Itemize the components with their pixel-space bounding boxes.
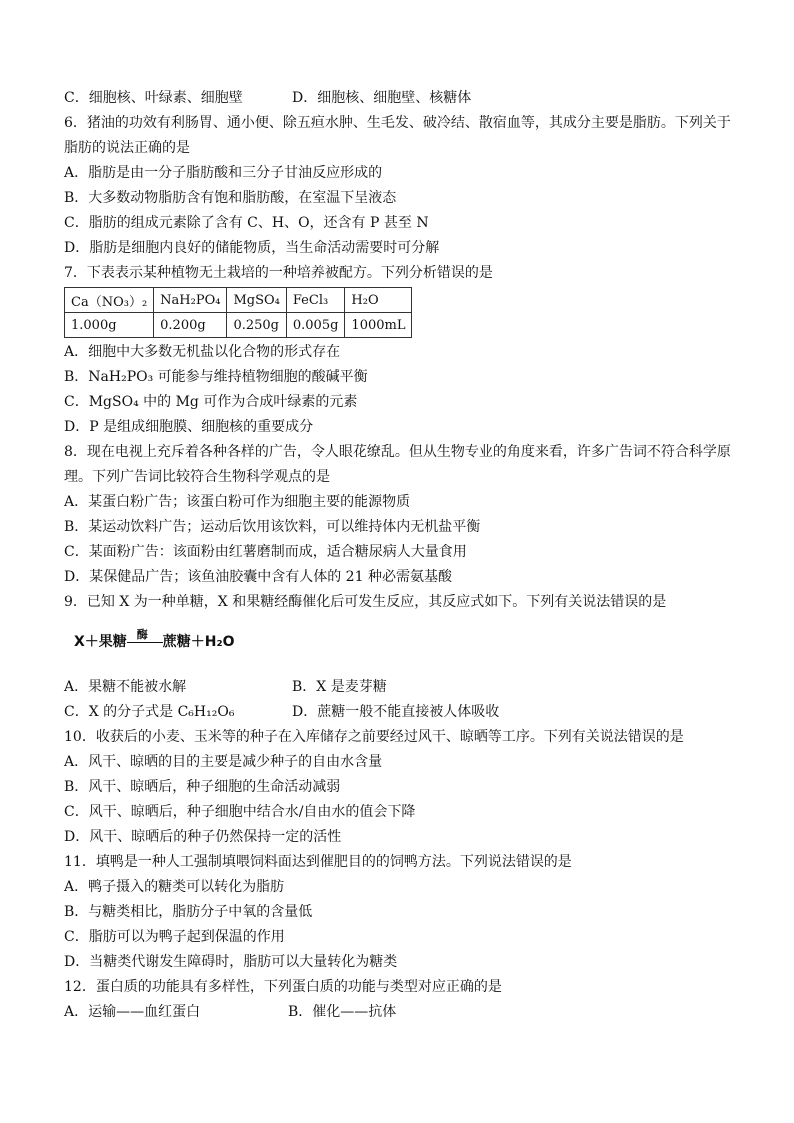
q8-option-a: A．某蛋白粉广告；该蛋白粉可作为细胞主要的能源物质 bbox=[64, 494, 411, 510]
table-value-row bbox=[65, 313, 412, 338]
q9-option-b: B．X 是麦芽糖 bbox=[292, 679, 387, 695]
table-header-cell: Ca（NO₃）₂ bbox=[65, 288, 154, 313]
q11-option-d: D．当糖类代谢发生障碍时，脂肪可以大量转化为糖类 bbox=[64, 954, 398, 970]
q9-options-row1 bbox=[64, 675, 744, 700]
reaction-arrow-icon bbox=[127, 628, 163, 643]
q6-stem-line1: 6．猪油的功效有利肠胃、通小便、除五疸水肿、生毛发、破冷结、散宿血等，其成分主要是脂肪。下列关于 bbox=[64, 115, 731, 131]
q6-option-c: C．脂肪的组成元素除了含有 C、H、O，还含有 P 甚至 N bbox=[64, 215, 429, 231]
table-value-cell: 0.250g bbox=[227, 313, 286, 338]
q9-stem: 9．已知 X 为一种单糖，X 和果糖经酶催化后可发生反应，其反应式如下。下列有关说法错误的是 bbox=[64, 594, 667, 610]
table-header-cell: MgSO₄ bbox=[227, 288, 286, 313]
q8-option-c: C．某面粉广告：该面粉由红薯磨制而成，适合糖尿病人大量食用 bbox=[64, 544, 467, 560]
q7-stem: 7．下表表示某种植物无土栽培的一种培养被配方。下列分析错误的是 bbox=[64, 265, 493, 281]
q10-stem: 10．收获后的小麦、玉米等的种子在入库储存之前要经过风干、晾晒等工序。下列有关说法错误的是 bbox=[64, 729, 684, 745]
q9-option-c: C．X 的分子式是 C₆H₁₂O₆ bbox=[64, 704, 235, 720]
q8-stem-line1: 8．现在电视上充斥着各种各样的广告，令人眼花缭乱。但从生物专业的角度来看，许多广告词不符合科学原 bbox=[64, 444, 731, 460]
q8-option-d: D．某保健品广告；该鱼油胶囊中含有人体的 21 种必需氨基酸 bbox=[64, 569, 452, 585]
q8-stem-line2: 理。下列广告词比较符合生物科学观点的是 bbox=[64, 469, 330, 485]
table-header-cell: FeCl₃ bbox=[286, 288, 345, 313]
q7-option-b: B．NaH₂PO₃ 可能参与维持植物细胞的酸碱平衡 bbox=[64, 369, 368, 385]
equation-catalyst: 酶 bbox=[136, 628, 148, 641]
table-header-cell: NaH₂PO₄ bbox=[154, 288, 227, 313]
table-value-cell: 0.005g bbox=[286, 313, 345, 338]
q5-option-d: D．细胞核、细胞壁、核糖体 bbox=[292, 90, 472, 106]
q10-option-d: D．风干、晾晒后的种子仍然保持一定的活性 bbox=[64, 829, 342, 845]
q7-option-d: D．P 是组成细胞膜、细胞核的重要成分 bbox=[64, 419, 314, 435]
q5-options-row bbox=[64, 86, 744, 111]
q6-option-d: D．脂肪是细胞内良好的储能物质，当生命活动需要时可分解 bbox=[64, 240, 440, 256]
equation-reactants: X＋果糖 bbox=[74, 634, 127, 650]
q6-option-b: B．大多数动物脂肪含有饱和脂肪酸，在室温下呈液态 bbox=[64, 190, 397, 206]
q9-options-row2 bbox=[64, 700, 744, 725]
q10-option-c: C．风干、晾晒后，种子细胞中结合水/自由水的值会下降 bbox=[64, 804, 416, 820]
q10-option-b: B．风干、晾晒后，种子细胞的生命活动减弱 bbox=[64, 779, 341, 795]
q9-option-d: D．蔗糖一般不能直接被人体吸收 bbox=[292, 704, 500, 720]
table-header-row bbox=[65, 288, 412, 313]
q11-option-b: B．与糖类相比，脂肪分子中氧的含量低 bbox=[64, 904, 313, 920]
q9-option-a: A．果糖不能被水解 bbox=[64, 679, 187, 695]
q8-option-b: B．某运动饮料广告；运动后饮用该饮料，可以维持体内无机盐平衡 bbox=[64, 519, 481, 535]
table-header-cell: H₂O bbox=[345, 288, 412, 313]
table-value-cell: 1000mL bbox=[345, 313, 412, 338]
exam-page bbox=[64, 86, 744, 1025]
q11-option-c: C．脂肪可以为鸭子起到保温的作用 bbox=[64, 929, 285, 945]
nutrient-recipe-table bbox=[64, 287, 412, 338]
q11-stem: 11．填鸭是一种人工强制填喂饲料面达到催肥目的的饲鸭方法。下列说法错误的是 bbox=[64, 854, 572, 870]
q12-stem: 12．蛋白质的功能具有多样性，下列蛋白质的功能与类型对应正确的是 bbox=[64, 979, 502, 995]
q12-option-a: A．运输——血红蛋白 bbox=[64, 1004, 201, 1020]
q5-option-c: C．细胞核、叶绿素、细胞壁 bbox=[64, 90, 243, 106]
q12-option-b: B．催化——抗体 bbox=[288, 1004, 397, 1020]
q7-option-c: C．MgSO₄ 中的 Mg 可作为合成叶绿素的元素 bbox=[64, 394, 358, 410]
table-value-cell: 0.200g bbox=[154, 313, 227, 338]
q12-options-row bbox=[64, 1000, 744, 1025]
q10-option-a: A．风干、晾晒的目的主要是减少种子的自由水含量 bbox=[64, 754, 383, 770]
q7-option-a: A．细胞中大多数无机盐以化合物的形式存在 bbox=[64, 344, 341, 360]
equation-products: 蔗糖＋H₂O bbox=[162, 634, 235, 650]
q6-option-a: A．脂肪是由一分子脂肪酸和三分子甘油反应形成的 bbox=[64, 165, 383, 181]
q11-option-a: A．鸭子摄入的糖类可以转化为脂肪 bbox=[64, 879, 285, 895]
reaction-equation bbox=[64, 615, 744, 675]
table-value-cell: 1.000g bbox=[65, 313, 154, 338]
q6-stem-line2: 脂肪的说法正确的是 bbox=[64, 140, 190, 156]
